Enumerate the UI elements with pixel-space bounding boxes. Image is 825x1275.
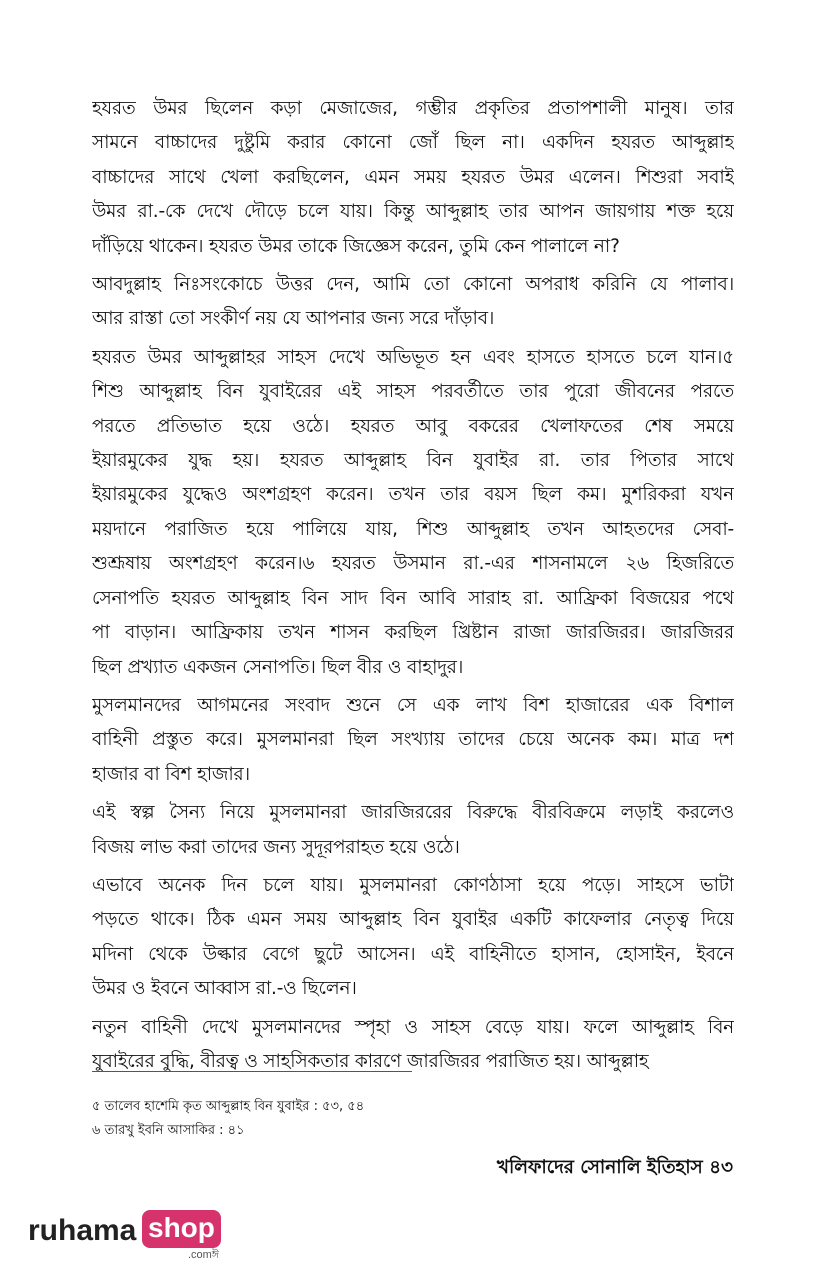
text-line: পা বাড়ান। আফ্রিকায় তখন শাসন করছিল খ্রিষ্টান রাজা জারজিরর। জারজিরর <box>92 622 734 644</box>
text-line: ময়দানে পরাজিত হয়ে পালিয়ে যায়, শিশু আব্দুল্লাহ তখন আহতদের সেবা- <box>92 518 734 540</box>
footnote-6: ৬ তারখু ইবনি আসাকির : ৪১ <box>92 1123 245 1138</box>
text-line: আবদুল্লাহ নিঃসংকোচে উত্তর দেন, আমি তো কোনো অপরাধ করিনি যে পালাব। <box>92 274 734 296</box>
paragraph <box>92 869 734 1007</box>
text-line: হযরত উমর ছিলেন কড়া মেজাজের, গম্ভীর প্রকৃতির প্রতাপশালী মানুষ। তার <box>92 98 734 119</box>
text-line: যুবাইরের বুদ্ধি, বীরত্ব ও সাহসিকতার কারণে জারজিরর পরাজিত হয়। আব্দুল্লাহ <box>92 1050 649 1072</box>
paragraph <box>92 1011 734 1080</box>
logo-badge-shop: shop <box>142 1210 221 1248</box>
paragraph <box>92 796 734 865</box>
logo-text-ruhama: ruhama <box>28 1214 137 1247</box>
text-line: পরতে প্রতিভাত হয়ে ওঠে। হযরত আবু বকরের খেলাফতের শেষ সময়ে <box>92 415 734 437</box>
text-line: সামনে বাচ্চাদের দুষ্টুমি করার কোনো জোঁ ছিল না। একদিন হযরত আব্দুল্লাহ <box>92 132 734 154</box>
paragraph <box>92 92 734 264</box>
paragraph <box>92 341 734 685</box>
text-line: উমর রা.-কে দেখে দৌড়ে চলে যায়। কিন্তু আব্দুল্লাহ তার আপন জায়গায় শক্ত হয়ে <box>92 201 734 223</box>
text-line: হযরত উমর আব্দুল্লাহর সাহস দেখে অভিভূত হন এবং হাসতে হাসতে চলে যান।৫ <box>92 346 734 368</box>
footnotes <box>92 1095 364 1143</box>
text-line: আর রাস্তা তো সংকীর্ণ নয় যে আপনার জন্য সরে দাঁড়াব। <box>92 308 495 330</box>
text-line: নতুন বাহিনী দেখে মুসলমানদের স্পৃহা ও সাহস বেড়ে যায়। ফলে আব্দুল্লাহ বিন <box>92 1016 734 1038</box>
text-line: মদিনা থেকে উল্কার বেগে ছুটে আসেন। এই বাহিনীতে হাসান, হোসাইন, ইবনে <box>92 943 734 965</box>
text-line: দাঁড়িয়ে থাকেন। হযরত উমর তাকে জিজ্ঞেস করেন, তুমি কেন পালালে না? <box>92 235 620 257</box>
page-body <box>92 92 734 1083</box>
text-line: বাচ্চাদের সাথে খেলা করছিলেন, এমন সময় হযরত উমর এলেন। শিশুরা সবাই <box>92 166 734 188</box>
paragraph <box>92 689 734 792</box>
text-line: ছিল প্রখ্যাত একজন সেনাপতি। ছিল বীর ও বাহাদুর। <box>92 656 464 678</box>
logo-domain: .comঈ <box>188 1249 220 1261</box>
footnote-5: ৫ তালেব হাশেমি কৃত আব্দুল্লাহ বিন যুবাইর : ৫৩, ৫৪ <box>92 1099 365 1114</box>
text-line: হাজার বা বিশ হাজার। <box>92 763 250 785</box>
text-line: এই স্বল্প সৈন্য নিয়ে মুসলমানরা জারজিররের বিরুদ্ধে বীরবিক্রমে লড়াই করলেও <box>92 802 734 824</box>
text-line: শুশ্রূষায় অংশগ্রহণ করেন।৬ হযরত উসমান রা.-এর শাসনামলে ২৬ হিজরিতে <box>92 553 734 575</box>
running-footer: খলিফাদের সোনালি ইতিহাস ৪৩ <box>496 1157 733 1178</box>
text-line: সেনাপতি হযরত আব্দুল্লাহ বিন সাদ বিন আবি সারাহ রা. আফ্রিকা বিজয়ের পথে <box>92 587 734 609</box>
footnote-divider <box>92 1071 412 1072</box>
text-line: বাহিনী প্রস্তুত করে। মুসলমানরা ছিল সংখ্যায় তাদের চেয়ে অনেক কম। মাত্র দশ <box>92 729 734 751</box>
text-line: মুসলমানদের আগমনের সংবাদ শুনে সে এক লাখ বিশ হাজারের এক বিশাল <box>92 694 734 716</box>
text-line: এভাবে অনেক দিন চলে যায়। মুসলমানরা কোণঠাসা হয়ে পড়ে। সাহসে ভাটা <box>92 874 734 896</box>
text-line: বিজয় লাভ করা তাদের জন্য সুদূরপরাহত হয়ে ওঠে। <box>92 836 460 858</box>
text-line: পড়তে থাকে। ঠিক এমন সময় আব্দুল্লাহ বিন যুবাইর একটি কাফেলার নেতৃত্ব দিয়ে <box>92 909 734 931</box>
text-line: শিশু আব্দুল্লাহ বিন যুবাইরের এই সাহস পরবর্তীতে তার পুরো জীবনের পরতে <box>92 381 734 403</box>
paragraph <box>92 268 734 337</box>
text-line: ইয়ারমুকের যুদ্ধেও অংশগ্রহণ করেন। তখন তার বয়স ছিল কম। মুশরিকরা যখন <box>92 484 734 506</box>
text-line: উমর ও ইবনে আব্বাস রা.-ও ছিলেন। <box>92 978 357 1000</box>
text-line: ইয়ারমুকের যুদ্ধ হয়। হযরত আব্দুল্লাহ বিন যুবাইর রা. তার পিতার সাথে <box>92 450 734 472</box>
